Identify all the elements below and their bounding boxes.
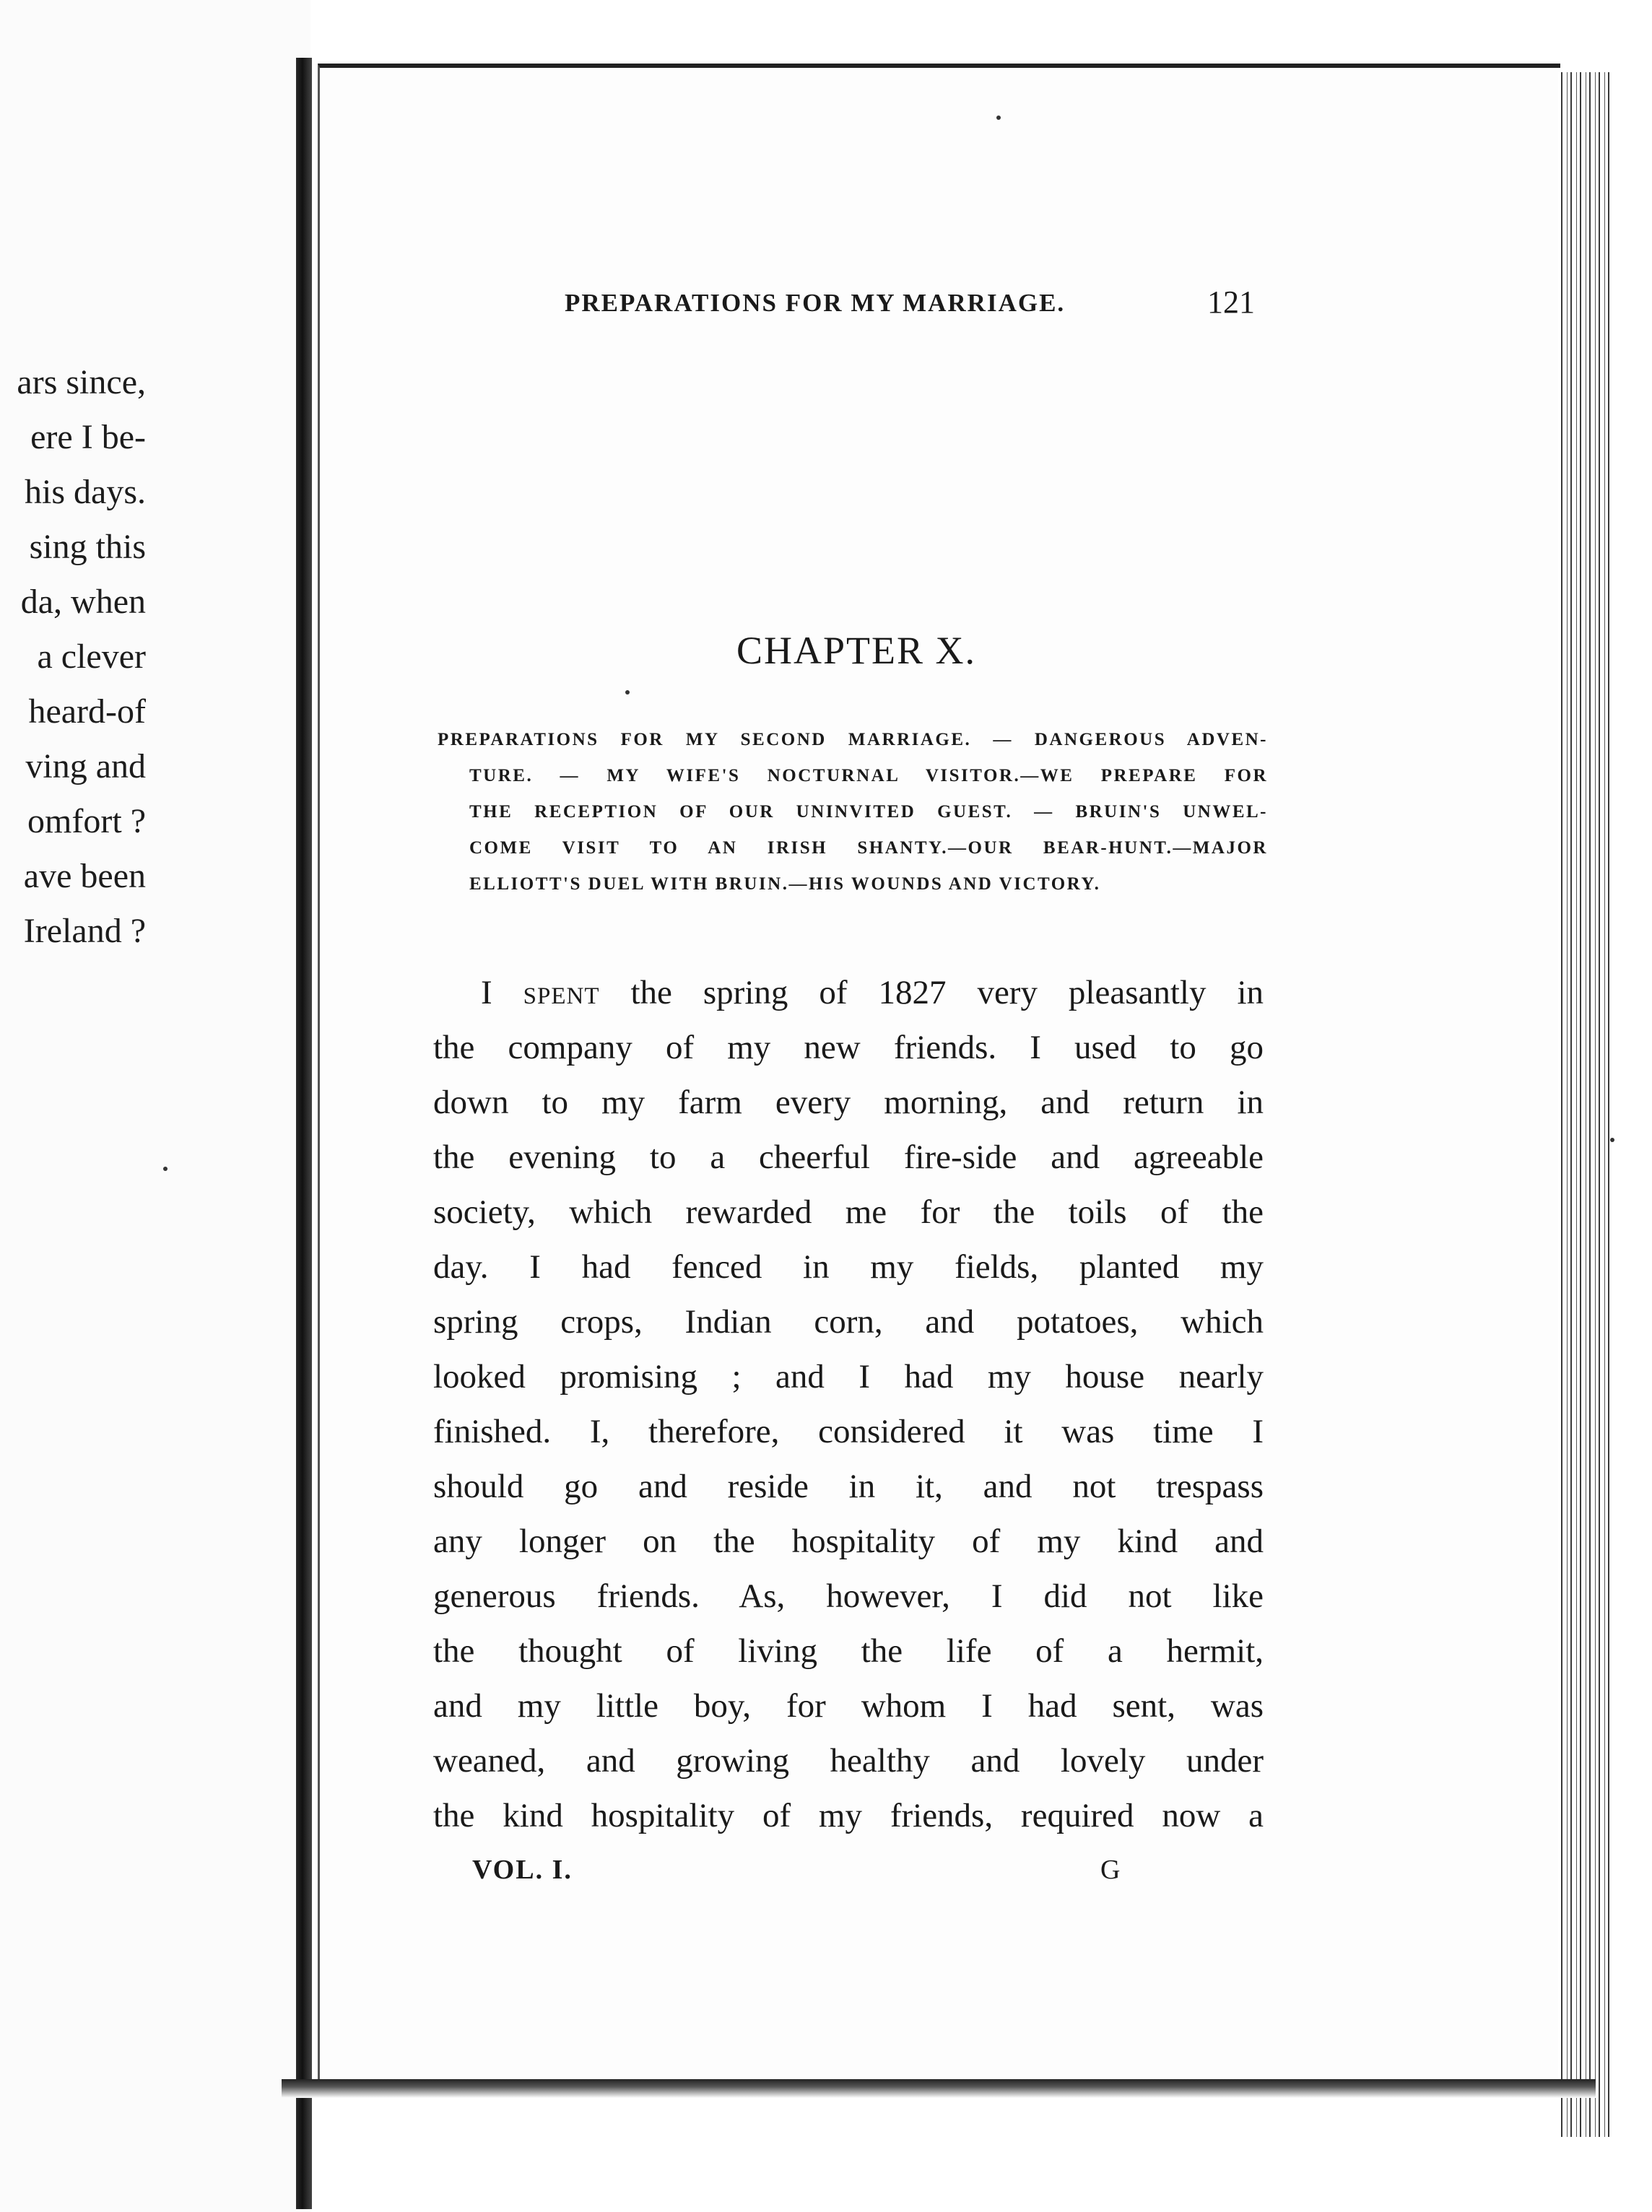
left-line: his days. — [25, 473, 146, 511]
left-line: ars since, — [17, 363, 146, 401]
body-line: should go and reside in it, and not trespass — [433, 1468, 1264, 1505]
body-line: generous friends. As, however, I did not like — [433, 1577, 1264, 1615]
body-line: looked promising ; and I had my house nearly — [433, 1358, 1264, 1395]
scan-speck — [996, 116, 1001, 120]
left-line: ave been — [23, 857, 146, 895]
body-line: and my little boy, for whom I had sent, was — [433, 1687, 1264, 1725]
left-page-text — [0, 0, 146, 2212]
signature-mark-letter: G — [1100, 1855, 1121, 1885]
left-page — [0, 0, 310, 2212]
left-line: sing this — [29, 528, 146, 566]
body-line: the company of my new friends. I used to go — [433, 1029, 1264, 1066]
page-bottom-edge — [282, 2079, 1596, 2098]
initial-word: I — [481, 974, 492, 1011]
left-line: Ireland ? — [23, 912, 146, 950]
summary-line: TURE. — MY WIFE'S NOCTURNAL VISITOR.—WE PREPARE FOR — [469, 766, 1268, 785]
summary-line: ELLIOTT'S DUEL WITH BRUIN.—HIS WOUNDS AND VICTORY. — [469, 874, 1101, 894]
body-line: the thought of living the life of a hermit, — [433, 1632, 1264, 1670]
running-head: PREPARATIONS FOR MY MARRIAGE. — [565, 289, 1066, 317]
body-line: the evening to a cheerful fire-side and agreeable — [433, 1138, 1264, 1176]
page-edges — [1558, 72, 1610, 2137]
body-line: down to my farm every morning, and return in — [433, 1084, 1264, 1121]
summary-line: THE RECEPTION OF OUR UNINVITED GUEST. — BRUIN'S UNWEL- — [469, 802, 1268, 822]
body-line: finished. I, therefore, considered it was time I — [433, 1413, 1264, 1450]
left-line: heard-of — [28, 692, 146, 731]
page-number: 121 — [1207, 284, 1255, 320]
signature-mark-volume: VOL. I. — [472, 1855, 573, 1885]
left-line: ere I be- — [30, 418, 146, 456]
chapter-title: CHAPTER X. — [736, 629, 977, 672]
body-line: day. I had fenced in my fields, planted my — [433, 1248, 1264, 1286]
summary-line: COME VISIT TO AN IRISH SHANTY.—OUR BEAR-HUNT.—MAJOR — [469, 838, 1268, 858]
body-text — [433, 965, 1264, 1843]
body-line: spring crops, Indian corn, and potatoes, which — [433, 1303, 1264, 1341]
book-gutter — [296, 58, 312, 2209]
body-line: the kind hospitality of my friends, required now a — [433, 1797, 1264, 1834]
chapter-summary — [438, 722, 1268, 902]
left-line: a clever — [37, 637, 146, 676]
left-line: ving and — [25, 747, 146, 785]
body-line-first — [433, 965, 1264, 1020]
smallcaps-word: spent — [523, 974, 600, 1011]
scan-speck — [625, 690, 630, 694]
left-line: omfort ? — [27, 802, 146, 840]
body-line: weaned, and growing healthy and lovely under — [433, 1742, 1264, 1780]
scan-speck — [1610, 1138, 1614, 1142]
body-line: any longer on the hospitality of my kind and — [433, 1523, 1264, 1560]
summary-line: PREPARATIONS FOR MY SECOND MARRIAGE. — DANGEROUS ADVEN- — [438, 730, 1268, 749]
scan-speck — [163, 1167, 168, 1171]
body-line: society, which rewarded me for the toils of the — [433, 1193, 1264, 1231]
left-line: da, when — [20, 583, 146, 621]
first-line-rest: the spring of 1827 very pleasantly in — [630, 974, 1264, 1011]
